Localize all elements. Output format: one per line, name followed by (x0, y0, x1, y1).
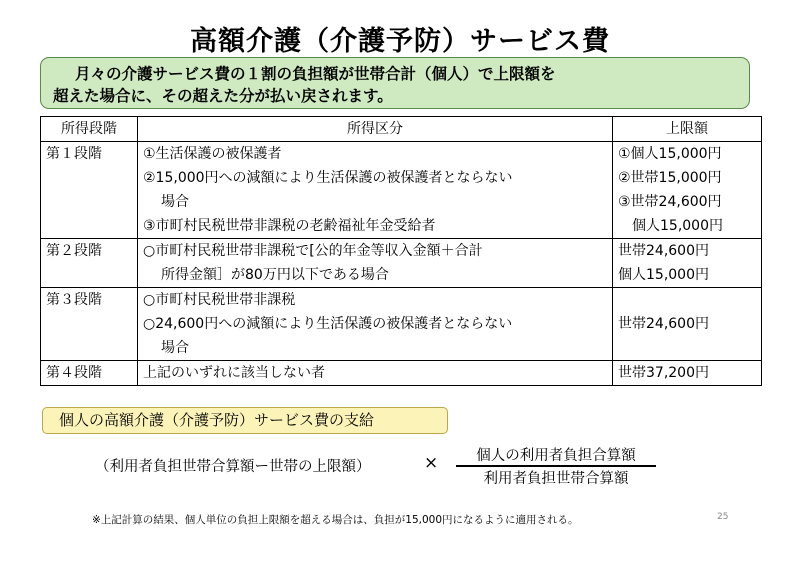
criteria-cell (138, 239, 613, 288)
header-limit: 上限額 (613, 117, 762, 142)
criteria-line: ○市町村民税世帯非課税で[公的年金等収入金額＋合計 (143, 243, 483, 259)
table-row-stage-4 (41, 361, 762, 386)
summary-line-2: 超えた場合に、その超えた分が払い戻されます。 (53, 87, 393, 105)
limit-line: 世帯37,200円 (618, 365, 709, 381)
formula-denominator: 利用者負担世帯合算額 (483, 471, 629, 487)
limit-line: 世帯24,600円 (618, 316, 709, 332)
limit-line: 個人15,000円 (632, 218, 723, 234)
table-row-stage-2 (41, 239, 762, 288)
limit-line: ②世帯15,000円 (618, 170, 722, 186)
limit-line: ③世帯24,600円 (618, 194, 722, 210)
individual-benefit-label: 個人の高額介護（介護予防）サービス費の支給 (42, 407, 448, 434)
page-number: 25 (717, 512, 729, 522)
stage-cell: 第２段階 (41, 239, 138, 288)
summary-box (40, 57, 750, 109)
criteria-line: 所得金額］が80万円以下である場合 (161, 267, 389, 283)
criteria-cell (138, 361, 613, 386)
criteria-line: 上記のいずれに該当しない者 (143, 365, 325, 381)
limit-line: 世帯24,600円 (618, 243, 709, 259)
criteria-line: ③市町村民税世帯非課税の老齢福祉年金受給者 (143, 218, 436, 234)
limit-cell (613, 361, 762, 386)
footnote: ※上記計算の結果、個人単位の負担上限額を超える場合は、負担が15,000円になるように適用される。 (92, 514, 579, 526)
header-stage: 所得段階 (41, 117, 138, 142)
limit-line: ①個人15,000円 (618, 146, 722, 162)
criteria-line: ○市町村民税世帯非課税 (143, 292, 296, 308)
criteria-cell (138, 288, 613, 361)
criteria-line: 場合 (161, 194, 189, 210)
stage-cell: 第４段階 (41, 361, 138, 386)
header-criteria: 所得区分 (138, 117, 613, 142)
income-level-table (40, 116, 762, 386)
table-header-row (41, 117, 762, 142)
limit-line: 個人15,000円 (618, 267, 709, 283)
limit-cell (613, 142, 762, 239)
table-row-stage-3 (41, 288, 762, 361)
limit-cell (613, 288, 762, 361)
formula-numerator: 個人の利用者負担合算額 (476, 448, 636, 464)
summary-line-1: 月々の介護サービス費の１割の負担額が世帯合計（個人）で上限額を (75, 65, 556, 83)
formula-left-term: （利用者負担世帯合算額ー世帯の上限額） (95, 459, 371, 475)
stage-cell: 第３段階 (41, 288, 138, 361)
criteria-cell (138, 142, 613, 239)
criteria-line: ②15,000円への減額により生活保護の被保護者とならない (143, 170, 513, 186)
table-row-stage-1 (41, 142, 762, 239)
criteria-line: ①生活保護の被保護者 (143, 146, 282, 162)
page-title: 高額介護（介護予防）サービス費 (190, 26, 610, 57)
criteria-line: ○24,600円への減額により生活保護の被保護者とならない (143, 316, 513, 332)
limit-cell (613, 239, 762, 288)
criteria-line: 場合 (161, 340, 189, 356)
stage-cell: 第１段階 (41, 142, 138, 239)
multiply-sign: × (424, 453, 439, 473)
